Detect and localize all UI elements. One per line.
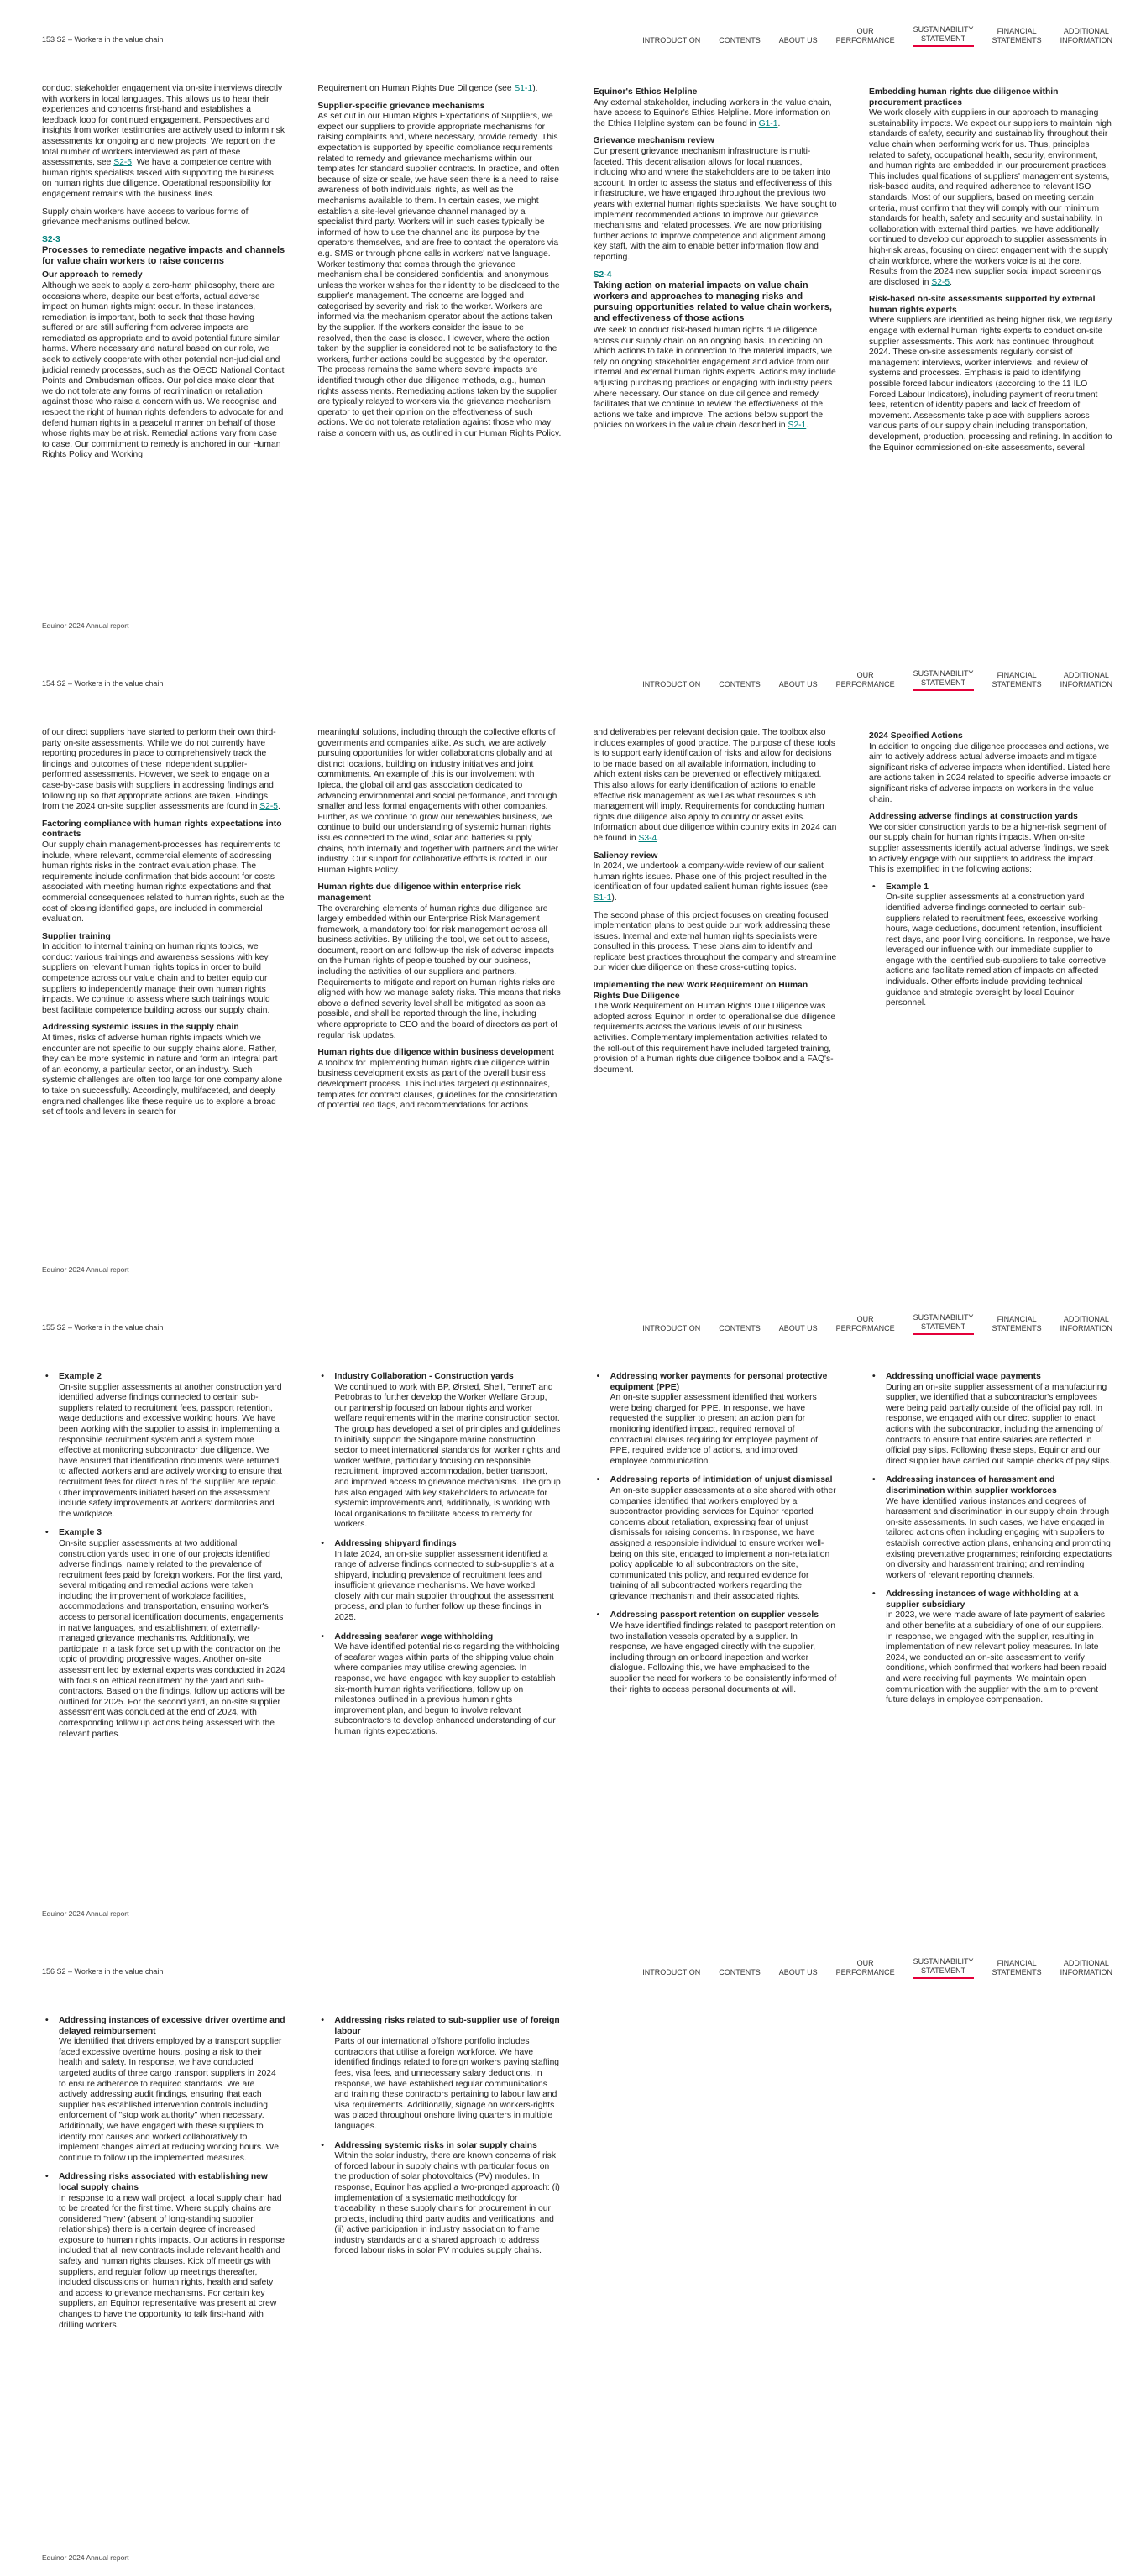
- list-item: [594, 1475, 837, 1602]
- section-code: S2-3: [42, 234, 60, 244]
- page-header: [0, 1932, 1146, 1982]
- subheading: Saliency review: [593, 851, 658, 861]
- list-item-text: In 2023, we were made aware of late payment of salaries and other benefits at a subsidiary of one of our suppliers. In response, we engaged with the supplier, resulting in implementation of new relevant policy measures. In late 2024, we conducted an on-site assessment to verify conditions, which confirmed that workers had been repaid and were receiving full payments. We maintain open communication with the supplier with the aim to prevent future delays in employee compensation.: [885, 1610, 1107, 1705]
- page-footer: Equinor 2024 Annual report: [42, 1909, 129, 1918]
- list-item: [317, 2016, 561, 2133]
- nav-item-sustainability-statement[interactable]: SUSTAINABILITY STATEMENT: [913, 25, 974, 47]
- list-item: [869, 1372, 1112, 1467]
- page-header: [0, 1288, 1146, 1338]
- list-item-text: We have identified various instances and degrees of harassment and discrimination in our supply chain through on-site assessments. In such cases, we have engaged in tailored actions often including engaging with suppliers to establish corrective action plans, enhancing and promoting existing preventative programmes; reinforcing expectations on diversity and harassment training; and reminding workers of relevant reporting channels.: [885, 1496, 1112, 1580]
- page-header: [0, 644, 1146, 694]
- top-navigation: [624, 669, 1112, 691]
- paragraph: The Work Requirement on Human Rights Due Diligence was adopted across Equinor in order to operationalise due diligence requirements across the various levels of our business activities. Complementary implementation activities related to the roll-out of this requirement have included targeted training, provision of a human rights due diligence toolbox and a FAQ's-document.: [593, 1002, 836, 1075]
- list-item: [317, 2141, 561, 2258]
- list-item-heading: • Addressing worker payments for personal protective equipment (PPE): [610, 1372, 828, 1392]
- nav-item-contents[interactable]: CONTENTS: [719, 680, 761, 689]
- subheading: Our approach to remedy: [42, 270, 143, 280]
- list-item-heading: • Addressing seafarer wage withholding: [334, 1631, 494, 1641]
- nav-item-additional-information[interactable]: ADDITIONAL INFORMATION: [1060, 1315, 1112, 1333]
- report-page: [0, 1288, 1146, 1932]
- nav-item-sustainability-statement[interactable]: SUSTAINABILITY STATEMENT: [913, 1313, 974, 1335]
- list-item-text: An on-site supplier assessments at a site shared with other companies identified that workers employed by a subcontractor providing services for Equinor reported concerns about retaliation, expressing fear of unjust dismissals for raising concerns. In response, we have assigned a responsible individual to ensure worker well-being on this site, engaged to implement a non-retaliation policy applicable to all subcontractors on the site, communicated this policy, and required evidence for training of all subcontracted workers regarding the grievance mechanism and their associated rights.: [610, 1485, 836, 1601]
- text-columns: [42, 1372, 1112, 1748]
- nav-item-our-performance[interactable]: OUR PERFORMANCE: [835, 671, 895, 689]
- page-header-title: 155 S2 – Workers in the value chain: [42, 1323, 164, 1332]
- text-column: [42, 84, 285, 468]
- subheading: Human rights due diligence within enterprise risk management: [317, 882, 521, 903]
- cross-reference-link[interactable]: S2-5: [259, 802, 279, 812]
- top-navigation: [624, 1957, 1112, 1979]
- subheading: Equinor's Ethics Helpline: [593, 87, 698, 97]
- list-item: [42, 2016, 285, 2164]
- paragraph: The overarching elements of human rights due diligence are largely embedded within our Enterprise Risk Management framework, a mandatory tool for risk management across all business activities. By utilising the tool, we set out to assess, document, report on and follow-up the risk of adverse impacts on the human rights of people touched by our business, including the activities of our suppliers and partners. Requirements to mitigate and report on human rights risks are aligned with how we manage safety risks. This means that risks above a defined severity level shall be mitigated as soon as possible, and shall be reported through the line, including where appropriate to CEO and the board of directors as part of regular risk updates.: [317, 903, 561, 1040]
- list-item-heading: • Example 1: [885, 882, 929, 892]
- subheading: Implementing the new Work Requirement on Human Rights Due Diligence: [593, 981, 808, 1001]
- paragraph: Our supply chain management-processes has requirements to include, where relevant, commercial elements of addressing human rights risks in the contract evaluation phase. The requirements include confirmation that bids account for costs associated with meeting human rights expectations and that commercial consequences related to human rights, such as the cost of closing identified gaps, are included in commercial evaluation.: [42, 840, 285, 924]
- text-column: [869, 2016, 1112, 2339]
- section-heading: Taking action on material impacts on value chain workers and approaches to managing risks and pursuing opportunities related to value chain workers, and effectiveness of those actions: [593, 280, 832, 324]
- paragraph: We work closely with suppliers in our approach to managing sustainability impacts. We expect our suppliers to maintain high standards of safety, security and sustainability throughout their value chain when performing work for us. Thus, principles related to safety, occupational health, security, environment, and human rights are embedded in our procurement practices. This includes qualifications of suppliers' management systems, risk-based audits, and required adherence to relevant ISO standards. Most of our suppliers, based on meeting certain criteria, must confirm that they will comply with our minimum standards for health, safety and security and sustainability. In collaboration with external third parties, we have additionally continued to develop our approach to supplier assessments in high-risk areas, focusing on direct engagement with the supply chain workforce, where the workers voice is at the core. Results from the 2024 new supplier social impact screenings are disclosed in S2-5.: [868, 108, 1112, 287]
- text-column: [594, 84, 837, 468]
- list-item-text: An on-site supplier assessment identified that workers were being charged for PPE. In response, we have requested the supplier to present an action plan for monitoring identified impact, required removal of contractual clauses requiring for employee payment of PPE, required evidence of actions, and improved employee communication.: [610, 1393, 818, 1466]
- paragraph: meaningful solutions, including through the collective efforts of governments and companies alike. As such, we are actively pursuing opportunities for wider collaborations globally and at distinct locations, building on industry initiatives and joint commitments. An example of this is our involvement with Ipieca, the global oil and gas association dedicated to advancing environmental and social performance, and through smaller and less formal engagements with other companies. Further, as we continue to grow our renewables business, we continue to build our understanding of systemic human rights issues connected to the wind, solar and batteries supply chains, both internally and together with partners and the wider industry. Our support for collaborative efforts is rooted in our Human Rights Policy.: [317, 728, 559, 875]
- top-navigation: [624, 25, 1112, 47]
- text-column: [869, 1372, 1112, 1748]
- paragraph: In addition to internal training on human rights topics, we conduct various trainings and awareness sessions with key suppliers on relevant human rights topics in order to build competence across our value chain and to better equip our suppliers to independently manage their own human rights impacts. We continue to assess where such trainings would best facilitate competence building across our supply chain.: [42, 942, 270, 1015]
- nav-item-additional-information[interactable]: ADDITIONAL INFORMATION: [1060, 27, 1112, 45]
- list-item-heading: • Industry Collaboration - Construction yards: [334, 1372, 514, 1381]
- nav-item-about-us[interactable]: ABOUT US: [778, 36, 818, 45]
- subheading: Human rights due diligence within business development: [317, 1048, 554, 1058]
- text-column: [594, 728, 837, 1125]
- text-column: [317, 84, 561, 468]
- nav-item-our-performance[interactable]: OUR PERFORMANCE: [835, 27, 895, 45]
- list-item: [317, 1632, 561, 1738]
- page-header: [0, 0, 1146, 50]
- paragraph: Our present grievance mechanism infrastructure is multi-faceted. This decentralisation allows for local nuances, including who and where the stakeholders are to be taken into account. In order to assess the status and effectiveness of this infrastructure, we have engaged throughout the previous two years with external human rights specialists. We have sought to implement recommended actions to improve our grievance mechanisms and related processes. We are now prioritising further actions to improve competence and alignment among key staff, with the aim to enable better information flow and reporting.: [593, 146, 837, 262]
- page-footer: Equinor 2024 Annual report: [42, 2553, 129, 2562]
- text-columns: [42, 2016, 1112, 2339]
- cross-reference-link[interactable]: S2-5: [931, 277, 950, 287]
- list-item-heading: • Addressing unofficial wage payments: [885, 1372, 1041, 1381]
- text-column: [42, 2016, 285, 2339]
- list-item-text: Within the solar industry, there are known concerns of risk of forced labour in supply chains with particular focus on the production of solar photovoltaics (PV) modules. In response, Equinor has applied a two-pronged approach: (i) implementation of a systematic methodology for traceability in these supply chains for procurement in our projects, including third party audits and verifications, and (ii) active participation in industry association to frame industry standards and a shared approach to address forced labour risks in solar PV modules supply chains.: [334, 2151, 560, 2256]
- list-item-text: Parts of our international offshore portfolio includes contractors that utilise a foreign workforce. We have identified findings related to foreign workers paying staffing fees, visa fees, and unnecessary salary deductions. In response, we have established regular communications and training these contractors pertaining to labour law and visa requirements. Additionally, signage on workers-rights was placed throughout onshore living quarters in multiple languages.: [334, 2037, 560, 2131]
- page-header-title: 156 S2 – Workers in the value chain: [42, 1967, 164, 1976]
- text-column: [317, 2016, 561, 2339]
- list-item: [869, 1589, 1112, 1706]
- bullet-list: [869, 1372, 1112, 1706]
- paragraph: In addition to ongoing due diligence processes and actions, we aim to actively address actual adverse impacts and mitigate significant risks of adverse impacts when identified. Listed here are actions taken in 2024 related to specific adverse impacts or significant risks of adverse impacts on workers in the value chain.: [868, 741, 1111, 804]
- paragraph: A toolbox for implementing human rights due diligence within business development exists as part of the overall business development process. This includes targeted questionnaires, templates for contract clauses, guidelines for the consideration of potential red flags, and recommendations for actions: [317, 1058, 557, 1111]
- list-item-text: On-site supplier assessments at two additional construction yards used in one of our projects identified adverse findings, namely related to the prevalence of recruitment fees paid by foreign workers. For the first yard, several mitigating and remedial actions were taken including the improvement of workplace facilities, accommodations and transportation, ensuring worker's access to personal identification documents, engagements in native languages, and establishment of externally-managed grievance mechanisms. Additionally, we participate in a task force set up with the contractor on the topic of providing progressive wages. Another on-site assessment led by external experts was conducted in 2024 with focus on ethical recruitment by the yard and sub-contractors. Based on the findings, follow up actions will be outlined for 2025. For the second yard, an on-site supplier assessment was concluded at the end of 2024, with corresponding follow up actions being assessed with the relevant parties.: [59, 1538, 285, 1739]
- list-item-heading: • Addressing shipyard findings: [334, 1538, 457, 1548]
- section-heading: Processes to remediate negative impacts and channels for value chain workers to raise concerns: [42, 245, 285, 267]
- list-item-text: In late 2024, an on-site supplier assessment identified a range of adverse findings connected to sub-suppliers at a shipyard, including prevalence of recruitment fees and insufficient grievance mechanisms. We have worked closely with our main supplier throughout the assessment process, and plan to further follow up these findings in 2025.: [334, 1549, 554, 1623]
- text-columns: [42, 84, 1112, 468]
- nav-item-financial-statements[interactable]: FINANCIAL STATEMENTS: [992, 671, 1042, 689]
- list-item: [869, 1475, 1112, 1581]
- subheading: Addressing systemic issues in the supply chain: [42, 1023, 239, 1033]
- subheading: Supplier-specific grievance mechanisms: [317, 101, 485, 111]
- nav-item-financial-statements[interactable]: FINANCIAL STATEMENTS: [992, 27, 1042, 45]
- report-page: [0, 1932, 1146, 2576]
- list-item-heading: • Example 2: [59, 1372, 102, 1381]
- list-item-heading: • Addressing risks associated with establishing new local supply chains: [59, 2172, 268, 2192]
- nav-item-additional-information[interactable]: ADDITIONAL INFORMATION: [1060, 671, 1112, 689]
- list-item-heading: • Addressing instances of wage withholding at a supplier subsidiary: [885, 1589, 1079, 1610]
- paragraph: and deliverables per relevant decision gate. The toolbox also includes examples of good practice. The purpose of these tools is to support early identification of risks and allow for decisions to be made based on all available information, including to which extent risks can be prevented or effectively mitigated. This also allows for early identification of actions to enable effective risk management as well as what resources such management will imply. Requirements for conducting human rights due diligence also apply to country or asset exits. Information about due diligence within country exits in 2024 can be found in S3-4.: [593, 728, 837, 843]
- list-item-text: During an on-site supplier assessment of a manufacturing supplier, we identified that a subcontractor's employees were being paid partially outside of the official pay roll. In response, we engaged with our direct supplier to enact actions with the subcontractor, including the amending of contracts to ensure that entire salaries are reflected in official pay slips. Following these steps, Equinor and our direct supplier have carried out sample checks of pay slips.: [885, 1382, 1112, 1466]
- cross-reference-link[interactable]: S1-1: [514, 84, 533, 93]
- subheading: Addressing adverse findings at construction yards: [868, 812, 1078, 822]
- report-page: [0, 0, 1146, 644]
- bullet-list: [594, 1372, 837, 1695]
- nav-item-sustainability-statement[interactable]: SUSTAINABILITY STATEMENT: [913, 669, 974, 691]
- bullet-list: [42, 1372, 285, 1740]
- subheading: Factoring compliance with human rights expectations into contracts: [42, 819, 282, 840]
- bullet-list: [42, 2016, 285, 2331]
- list-item: [42, 2172, 285, 2331]
- list-item-text: On-site supplier assessments at a construction yard identified adverse findings connected to certain sub-suppliers related to recruitment fees, excessive working hours, wage deductions, document retention, insufficient rest days, and poor living conditions. In response, we have leveraged our influence with our immediate supplier to engage with the identified sub-suppliers to take corrective actions and facilitate remediation of impacts on affected individuals. Other efforts include providing technical guidance and strategic oversight by local Equinor personnel.: [885, 893, 1111, 1008]
- report-page: [0, 644, 1146, 1288]
- page-header-title: 153 S2 – Workers in the value chain: [42, 35, 164, 44]
- text-column: [869, 84, 1112, 468]
- subheading: Supplier training: [42, 931, 111, 941]
- text-column: [317, 728, 561, 1125]
- nav-item-contents[interactable]: CONTENTS: [719, 1324, 761, 1333]
- nav-item-financial-statements[interactable]: FINANCIAL STATEMENTS: [992, 1959, 1042, 1977]
- list-item-text: On-site supplier assessments at another construction yard identified adverse findings connected to certain sub-suppliers related to recruitment fees, passport retention, wage deductions and excessive working hours. We have been working with the supplier to assist in implementing a responsible recruitment system and a system more effective at monitoring subcontractor due diligence. We have ensured that identification documents were returned to affected workers and are actively working to ensure that recruitment fees for direct hires of the supplier are repaid. Other improvements initiated based on the assessment include safety improvements at workers' dormitories and the workplace.: [59, 1382, 282, 1519]
- nav-item-introduction[interactable]: INTRODUCTION: [642, 1968, 701, 1977]
- text-columns: [42, 728, 1112, 1125]
- paragraph: Any external stakeholder, including workers in the value chain, have access to Equinor's Ethics Helpline. More information on the Ethics Helpline system can be found in G1-1.: [593, 97, 832, 128]
- cross-reference-link[interactable]: G1-1: [758, 118, 778, 128]
- list-item: [869, 882, 1112, 1009]
- list-item-heading: • Addressing passport retention on supplier vessels: [610, 1610, 819, 1620]
- section-code: S2-4: [593, 270, 612, 280]
- text-column: [594, 2016, 837, 2339]
- page-footer: Equinor 2024 Annual report: [42, 621, 129, 630]
- nav-item-introduction[interactable]: INTRODUCTION: [642, 1324, 701, 1333]
- list-item-heading: • Addressing instances of harassment and discrimination within supplier workforces: [885, 1475, 1057, 1495]
- nav-item-about-us[interactable]: ABOUT US: [778, 680, 818, 689]
- list-item-heading: • Addressing instances of excessive driver overtime and delayed reimbursement: [59, 2016, 285, 2036]
- nav-item-our-performance[interactable]: OUR PERFORMANCE: [835, 1959, 895, 1977]
- list-item-heading: • Addressing systemic risks in solar supply chains: [334, 2140, 537, 2150]
- nav-item-financial-statements[interactable]: FINANCIAL STATEMENTS: [992, 1315, 1042, 1333]
- page-footer: Equinor 2024 Annual report: [42, 1265, 129, 1274]
- nav-item-sustainability-statement[interactable]: SUSTAINABILITY STATEMENT: [913, 1957, 974, 1979]
- cross-reference-link[interactable]: S1-1: [593, 893, 612, 903]
- bullet-list: [869, 882, 1112, 1009]
- bullet-list: [317, 2016, 561, 2257]
- cross-reference-link[interactable]: S2-5: [113, 158, 133, 168]
- subheading: Grievance mechanism review: [593, 136, 714, 146]
- list-item: [317, 1539, 561, 1624]
- paragraph: In 2024, we undertook a company-wide review of our salient human rights issues. Phase one of this project resulted in the identification of four updated salient human rights issues (see S1-1).: [593, 861, 828, 903]
- subheading: 2024 Specified Actions: [868, 731, 963, 741]
- text-column: [869, 728, 1112, 1125]
- list-item: [42, 1528, 285, 1740]
- list-item-text: We have identified findings related to passport retention on two installation vessels operated by a supplier. In response, we have engaged directly with the supplier, including through an onboard inspection and worker dialogue. Following this, we have emphasised to the supplier the need for workers to be consistently informed of their rights to access personal documents at will.: [610, 1621, 837, 1694]
- text-column: [594, 1372, 837, 1748]
- list-item: [317, 1372, 561, 1531]
- nav-item-introduction[interactable]: INTRODUCTION: [642, 36, 701, 45]
- paragraph: At times, risks of adverse human rights impacts which we encounter are not specific to our supply chains alone. Rather, they can be more systemic in nature and form an integral part of an economy, a particular sector, or an industry. Such systemic challenges are often too large for one company alone to take on successfully. Accordingly, multifaceted, and deeply engrained challenges like these require us to explore a broad set of tools and levers in search for: [42, 1034, 283, 1118]
- list-item: [594, 1372, 837, 1467]
- nav-item-about-us[interactable]: ABOUT US: [778, 1324, 818, 1333]
- list-item-text: In response to a new wall project, a local supply chain had to be created for the first time. Where supply chains are considered "new" (absent of long-standing supplier relationships) there is a certain degree of increased exposure to human rights impacts. Our actions in response included that all new contracts include relevant health and safety and human rights clauses. Kick off meetings with suppliers, and regular follow up meetings thereafter, included discussions on human rights, health and safety and access to grievance mechanisms. For certain key suppliers, an Equinor representative was present at crew changes to have the opportunity to talk first-hand with drilling workers.: [59, 2193, 285, 2330]
- list-item-heading: • Addressing reports of intimidation of unjust dismissal: [610, 1475, 833, 1485]
- paragraph: The second phase of this project focuses on creating focused implementation plans to best guide our work addressing these issues. Internal and external human rights specialists were consulted in this process. These plans aim to identify and replicate best practices throughout the company and streamline our wider due diligence on these cross-cutting topics.: [593, 910, 837, 973]
- paragraph: Although we seek to apply a zero-harm philosophy, there are occasions where, despite our best efforts, actual adverse impact on human rights might occur. In these instances, remediation is important, both to seek that those having suffered or are still suffering from adverse impacts are remediated as appropriate and to avoid potential future similar harms. Where necessary and natural based on our role, we seek to actively cooperate with other potential non-judicial and judicial remedy processes, such as the OECD National Contact Points and Ombudsman offices. Our policies make clear that we do not tolerate any forms of recrimination or retaliation against those who raise a concern with us. We recognise and respect the right of human rights defenders to advocate for and defend human rights in a peaceful manner on behalf of those whose rights may be at risk. Remedial actions vary from case to case. Our commitment to remedy is anchored in our Human Rights Policy and Working: [42, 280, 285, 460]
- bullet-list: [317, 1372, 561, 1738]
- paragraph: Requirement on Human Rights Due Diligence (see S1-1).: [317, 84, 538, 93]
- paragraph: As set out in our Human Rights Expectations of Suppliers, we expect our suppliers to provide appropriate mechanisms for raising complaints and, where necessary, provide remedy. This expectation is supported by specific compliance requirements related to remedy and grievance mechanisms within our templates for standard supplier contracts. In practice, and often because of size or scale, we have seen there is a need to raise awareness of both individuals' rights, as well as the mechanisms available to them. In certain cases, we might establish a site-level grievance channel managed by a specialist third party. Workers will in such cases typically be informed of how to use the channel and its purpose by the operators themselves, and are free to contact the operators via e.g. SMS or through phone calls in workers' native language. Worker testimony that comes through the grievance mechanism shall be considered confidential and anonymous unless the worker wishes for their identity to be disclosed to the supplier's management. The concerns are logged and categorised by severity and risk to the worker. Workers are informed via the mechanism operator about the actions taken by the supplier. If the workers consider the issue to be resolved, then the case is closed. However, where the action taken by the supplier is considered not to be satisfactory to the workers, further actions could be suggested by the operator. The process remains the same where severe impacts are identified through other due diligence methods, e.g., human rights assessments. Remediating actions taken by the supplier are typically relayed to workers via the grievance mechanism operator to get their opinion on the effectiveness of such actions. We do not tolerate retaliation against those who may raise a concern with us, as outlined in our Human Rights Policy.: [317, 112, 562, 438]
- list-item-heading: • Addressing risks related to sub-supplier use of foreign labour: [334, 2016, 560, 2036]
- paragraph: We consider construction yards to be a higher-risk segment of our supply chain for human rights impacts. When on-site supplier assessments identify actual adverse findings, we seek to actively engage with our suppliers to address the impact. This is exemplified in the following actions:: [868, 822, 1110, 875]
- cross-reference-link[interactable]: S2-1: [788, 421, 807, 431]
- page-header-title: 154 S2 – Workers in the value chain: [42, 679, 164, 688]
- nav-item-contents[interactable]: CONTENTS: [719, 1968, 761, 1977]
- nav-item-additional-information[interactable]: ADDITIONAL INFORMATION: [1060, 1959, 1112, 1977]
- cross-reference-link[interactable]: S3-4: [638, 833, 657, 843]
- list-item: [594, 1610, 837, 1695]
- list-item-text: We continued to work with BP, Ørsted, Shell, TenneT and Petrobras to further develop the Worker Welfare Group, our partnership focused on labour rights and worker welfare requirements within the marine construction sector. The group has developed a set of principles and guidelines to initially support the Singapore marine construction sector to meet international standards for worker rights and worker welfare, particularly focusing on responsible recruitment, improved accommodation, better transport, and improved access to grievance mechanisms. The group has also engaged with key stakeholders to advocate for systemic improvements and, additionally, is working with local organisations to facilitate access to remedy for workers.: [334, 1382, 561, 1530]
- text-column: [42, 728, 285, 1125]
- paragraph: Where suppliers are identified as being higher risk, we regularly engage with external human rights experts to conduct on-site supplier assessments. This work has continued throughout 2024. These on-site assessments regularly consist of management interviews, worker interviews, and review of systems and processes. Emphasis is paid to identifying possible forced labour indicators (according to the 11 ILO Forced Labour Indicators), including payment of recruitment fees, retention of identity papers and lack of freedom of movement. Assessments take place with suppliers across various parts of our supply chain including transportation, development, production, processing and refining. In addition to the Equinor commissioned on-site assessments, several: [868, 316, 1112, 453]
- subheading: Embedding human rights due diligence within procurement practices: [868, 87, 1059, 107]
- text-column: [42, 1372, 285, 1748]
- subheading: Risk-based on-site assessments supported by external human rights experts: [868, 295, 1096, 315]
- list-item: [42, 1372, 285, 1520]
- paragraph: Supply chain workers have access to various forms of grievance mechanisms outlined below.: [42, 207, 249, 228]
- list-item-heading: • Example 3: [59, 1528, 102, 1538]
- nav-item-about-us[interactable]: ABOUT US: [778, 1968, 818, 1977]
- text-column: [317, 1372, 561, 1748]
- nav-item-our-performance[interactable]: OUR PERFORMANCE: [835, 1315, 895, 1333]
- top-navigation: [624, 1313, 1112, 1335]
- list-item-text: We have identified potential risks regarding the withholding of seafarer wages within parts of the shipping value chain where companies may utilise crewing agencies. In response, we have engaged with key supplier to establish six-month human rights verifications, follow up on milestones outlined in a previous human rights improvement plan, and begun to involve relevant subcontractors to develop enhanced understanding of our human rights expectations.: [334, 1642, 560, 1736]
- nav-item-introduction[interactable]: INTRODUCTION: [642, 680, 701, 689]
- nav-item-contents[interactable]: CONTENTS: [719, 36, 761, 45]
- list-item-text: We identified that drivers employed by a transport supplier faced excessive overtime hours, posing a risk to their health and safety. In response, we have conducted targeted audits of three cargo transport suppliers in 2024 to ensure adherence to required standards. We are actively addressing audit findings, ensuring that each supplier has established intervention controls including enforcement of "stop work authority" when necessary. Additionally, we have engaged with these suppliers to identify root causes and worked collaboratively to implement changes aimed at reducing working hours. We continue to follow up the implemented measures.: [59, 2037, 282, 2163]
- paragraph: We seek to conduct risk-based human rights due diligence across our supply chain on an ongoing basis. In deciding on which actions to take in connection to the material impacts, we rely on ongoing stakeholder engagement and advice from our internal and external human rights experts. Actions may include adjusting purchasing practices or engaging with industry peers where necessary. Our stance on due diligence and remedy facilitates that we continue to review the effectiveness of the actions we take and improve. The actions below support the policies on workers in the value chain described in S2-1.: [593, 326, 836, 431]
- paragraph: conduct stakeholder engagement via on-site interviews directly with workers in local languages. This allows us to hear their experiences and concerns first-hand and establishes a feedback loop for continued engagement. Perspectives and insights from worker testimonies are actively used to inform risk assessments for ongoing and new projects. We report on the total number of workers interviewed as part of these assessments, see S2-5. We have a competence centre with human rights specialists tasked with supporting the business on human rights due diligence. Operational responsibility for engagement remains with the business lines.: [42, 84, 285, 199]
- paragraph: of our direct suppliers have started to perform their own third-party on-site assessments. While we do not currently have reporting procedures in place to comprehensively track the findings and outcomes of these independent supplier-performed assessments. However, we seek to engage on a case-by-case basis with suppliers in addressing findings and following up so that appropriate actions are taken. Findings from the 2024 on-site supplier assessments are found in S2-5.: [42, 728, 280, 812]
